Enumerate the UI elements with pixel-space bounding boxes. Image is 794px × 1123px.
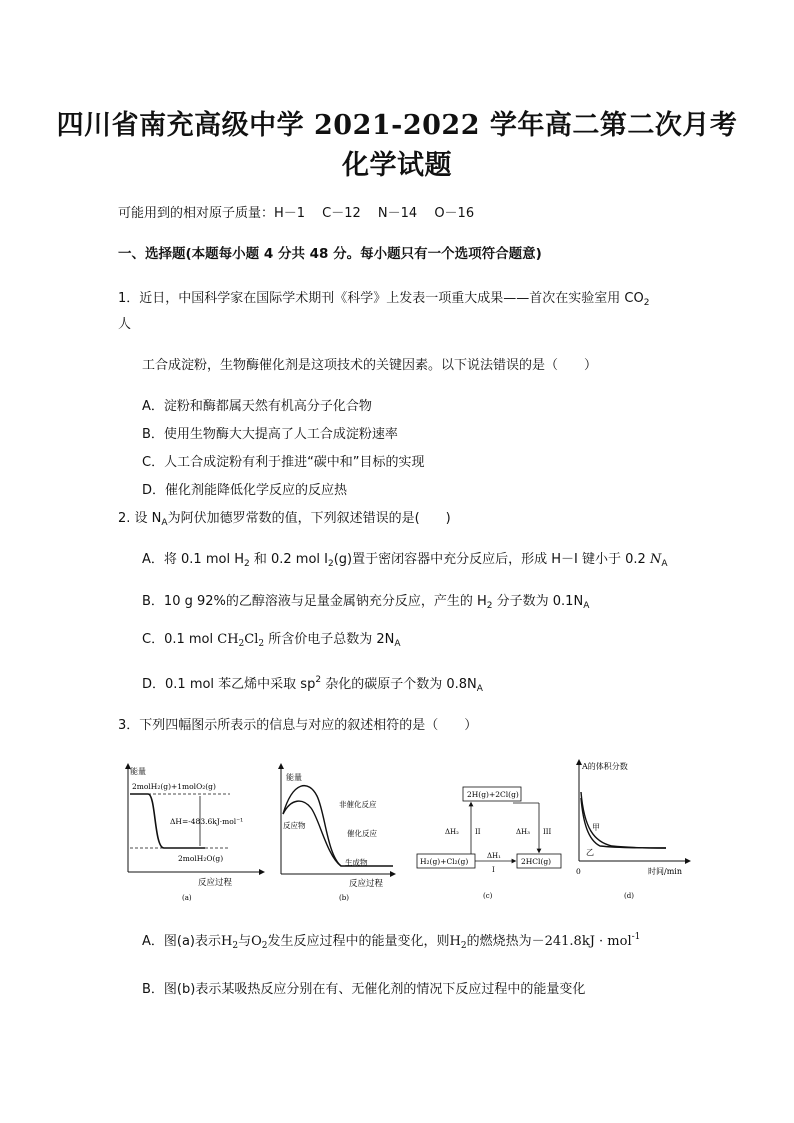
fig-a-bottom-label: 2molH₂O(g) <box>178 854 224 863</box>
fig-b-uncat-label: 非催化反应 <box>339 800 377 809</box>
fig-d-label-yi: 乙 <box>586 848 594 857</box>
fig-b-caption: (b) <box>339 894 349 902</box>
fig-b-xlabel: 反应过程 <box>349 879 384 889</box>
fig-b-cat-curve <box>283 801 341 866</box>
fig-b-ylabel: 能量 <box>286 773 302 782</box>
fig-d-ylabel: A的体积分数 <box>582 762 628 771</box>
fig-c-iii: III <box>543 828 552 836</box>
fig-a-ylabel: 能量 <box>130 767 146 776</box>
q1-option-c: C．人工合成淀粉有利于推进“碳中和”目标的实现 <box>142 455 425 470</box>
q2-option-b: B．10 g 92%的乙醇溶液与足量金属钠充分反应，产生的 $H_2$ 分子数为 $0.1N_A$ <box>142 594 590 611</box>
fig-d-label-jia: 甲 <box>592 823 600 832</box>
fig-c-right-label: 2HCl(g) <box>521 857 552 866</box>
q2-option-d: D．0.1 mol 苯乙烯中采取 $sp^2$ 杂化的碳原子个数为 $0.8N_A$ <box>142 675 483 694</box>
fig-a-delta: ΔH=-483.6kJ·mol⁻¹ <box>170 817 244 826</box>
fig-c-top-label: 2H(g)+2Cl(g) <box>467 790 519 799</box>
fig-c-i: I <box>492 866 495 874</box>
page-subtitle: 化学试题 <box>342 150 452 181</box>
fig-b-reactant-label: 反应物 <box>283 821 306 830</box>
q2-stem: 2. 设 $N_A$为阿伏加德罗常数的值，下列叙述错误的是( ) <box>118 511 451 528</box>
fig-c-dh1: ΔH₁ <box>487 852 501 860</box>
fig-d-curve-jia <box>581 792 666 848</box>
fig-d-xlabel: 时间/min <box>648 867 682 876</box>
fig-c-dh3: ΔH₃ <box>516 828 530 836</box>
q2-option-c: C．0.1 mol $CH_2Cl_2$ 所含价电子总数为 $2N_A$ <box>142 632 401 649</box>
fig-c-ii: II <box>475 828 481 836</box>
fig-b-product-label: 生成物 <box>345 858 368 867</box>
fig-a-caption: (a) <box>182 894 192 902</box>
figure-b <box>275 762 397 905</box>
q3-stem: 3．下列四幅图示所表示的信息与对应的叙述相符的是（ ） <box>118 718 478 733</box>
atomic-mass-line: 可能用到的相对原子质量：H－1 C－12 N－14 O－16 <box>118 206 475 221</box>
fig-c-caption: (c) <box>483 892 493 900</box>
fig-c-dh2: ΔH₂ <box>445 828 459 836</box>
fig-b-cat-label: 催化反应 <box>347 829 377 838</box>
fig-a-top-label: 2molH₂(g)+1molO₂(g) <box>132 782 216 791</box>
q1-option-d: D．催化剂能降低化学反应的反应热 <box>142 483 348 498</box>
figure-a <box>120 760 268 905</box>
fig-d-origin: 0 <box>576 867 581 876</box>
fig-a-xlabel: 反应过程 <box>198 878 233 888</box>
fig-d-caption: (d) <box>624 892 634 900</box>
section-heading: 一、选择题(本题每小题 4 分共 48 分。每小题只有一个选项符合题意) <box>118 246 542 262</box>
q3-option-a: A．图(a)表示$H_2$与$O_2$发生反应过程中的能量变化，则$H_2$的燃烧热为－241.8kJ · mol$^{-1}$ <box>142 932 641 951</box>
q1-option-b: B．使用生物酶大大提高了人工合成淀粉速率 <box>142 427 398 442</box>
q3-option-b: B．图(b)表示某吸热反应分别在有、无催化剂的情况下反应过程中的能量变化 <box>142 982 586 997</box>
fig-c-left-label: H₂(g)+Cl₂(g) <box>420 857 469 866</box>
q1-stem-line3: 工合成淀粉，生物酶催化剂是这项技术的关键因素。以下说法错误的是（ ） <box>142 358 598 373</box>
page-title: 四川省南充高级中学 2021-2022 学年高二第二次月考 <box>56 110 738 141</box>
q1-stem-line1: 1．近日，中国科学家在国际学术期刊《科学》上发表一项重大成果——首次在实验室用 $CO_2$ <box>118 291 650 308</box>
figure-d <box>570 758 692 903</box>
q2-option-a: A．将 0.1 mol $H_2$ 和 0.2 mol $I_2(g)$置于密闭容器中充分反应后，形成 H－I 键小于 0.2 $N_A$ <box>142 552 668 569</box>
q1-option-a: A．淀粉和酶都属天然有机高分子化合物 <box>142 399 372 414</box>
q1-stem-line2: 人 <box>118 317 132 332</box>
figure-c <box>413 778 565 903</box>
